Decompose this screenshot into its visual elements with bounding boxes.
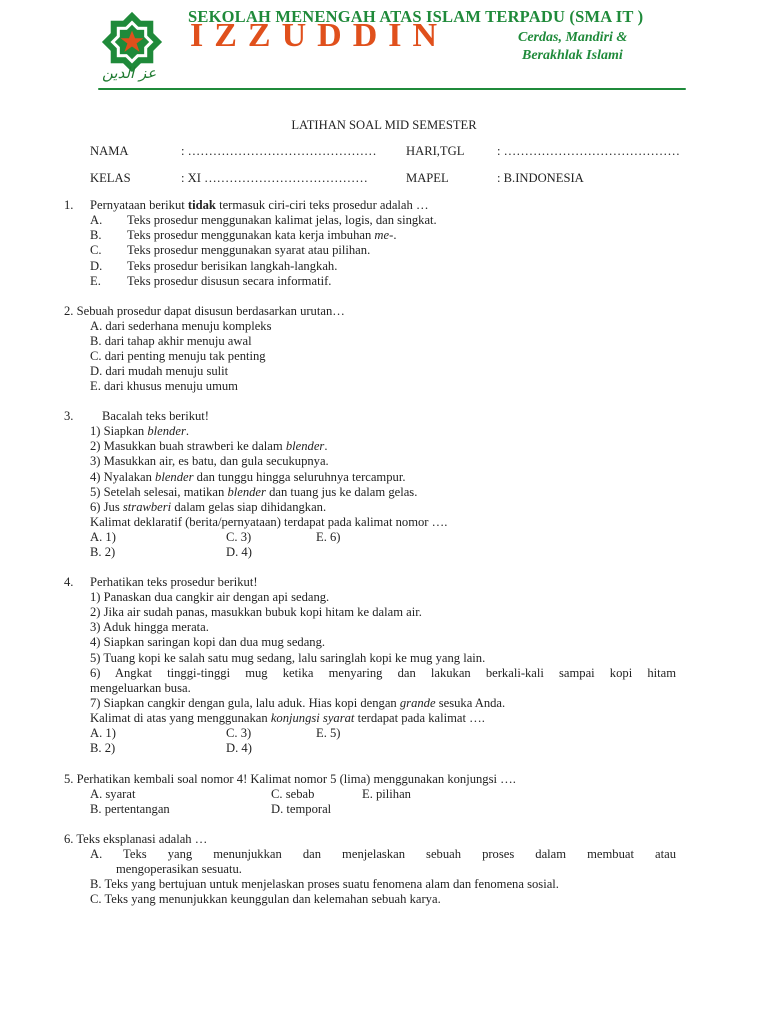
q2-question: 2. Sebuah prosedur dapat disusun berdasarkan urutan… bbox=[64, 304, 345, 318]
q3-option-d: D. 4) bbox=[226, 545, 252, 559]
kelas-label: KELAS bbox=[90, 171, 131, 185]
q3-step-1: 1) Siapkan blender. bbox=[90, 424, 190, 438]
school-name: SEKOLAH MENENGAH ATAS ISLAM TERPADU (SMA IT ) bbox=[188, 7, 644, 26]
q3-option-e: E. 6) bbox=[316, 530, 341, 544]
q1-option-d: Teks prosedur berisikan langkah-langkah. bbox=[127, 259, 338, 273]
q3-number: 3. bbox=[64, 409, 74, 423]
school-motto-line2: Berakhlak Islami bbox=[522, 48, 623, 63]
hari-tgl-field: : …………………………………… bbox=[497, 144, 680, 158]
mapel-label: MAPEL bbox=[406, 171, 449, 185]
q4-step-6-cont: mengeluarkan busa. bbox=[90, 681, 191, 695]
q1-option-e-letter: E. bbox=[90, 274, 101, 288]
q4-option-d: D. 4) bbox=[226, 741, 252, 755]
q4-option-b: B. 2) bbox=[90, 741, 116, 755]
nama-field: : ……………………………………… bbox=[181, 144, 377, 158]
q4-step-2: 2) Jika air sudah panas, masukkan bubuk kopi hitam ke dalam air. bbox=[90, 605, 422, 619]
q1-number: 1. bbox=[64, 198, 74, 212]
q3-step-5: 5) Setelah selesai, matikan blender dan tuang jus ke dalam gelas. bbox=[90, 485, 418, 499]
q5-option-d: D. temporal bbox=[271, 802, 332, 816]
q3-step-2: 2) Masukkan buah strawberi ke dalam blender. bbox=[90, 439, 328, 453]
school-motto-line1: Cerdas, Mandiri & bbox=[518, 30, 628, 45]
q3-step-3: 3) Masukkan air, es batu, dan gula secukupnya. bbox=[90, 454, 329, 468]
q4-prompt: Kalimat di atas yang menggunakan konjungsi syarat terdapat pada kalimat …. bbox=[90, 711, 485, 725]
q1-option-c: Teks prosedur menggunakan syarat atau pilihan. bbox=[127, 243, 371, 257]
q1-option-a-letter: A. bbox=[90, 213, 103, 227]
q1-option-b-letter: B. bbox=[90, 228, 102, 242]
q4-option-e: E. 5) bbox=[316, 726, 341, 740]
school-brand: IZZUDDIN bbox=[190, 17, 449, 54]
q5-option-c: C. sebab bbox=[271, 787, 315, 801]
q3-option-b: B. 2) bbox=[90, 545, 116, 559]
q1-option-a: Teks prosedur menggunakan kalimat jelas, logis, dan singkat. bbox=[127, 213, 437, 227]
q4-step-5: 5) Tuang kopi ke salah satu mug sedang, lalu saringlah kopi ke mug yang lain. bbox=[90, 651, 486, 665]
q2-option-c: C. dari penting menuju tak penting bbox=[90, 349, 266, 363]
q1-option-c-letter: C. bbox=[90, 243, 102, 257]
exam-title: LATIHAN SOAL MID SEMESTER bbox=[291, 118, 477, 132]
q4-step-4: 4) Siapkan saringan kopi dan dua mug sedang. bbox=[90, 635, 326, 649]
q2-option-b: B. dari tahap akhir menuju awal bbox=[90, 334, 252, 348]
q3-option-a: A. 1) bbox=[90, 530, 116, 544]
q5-option-a: A. syarat bbox=[90, 787, 136, 801]
q4-question: Perhatikan teks prosedur berikut! bbox=[90, 575, 258, 589]
q4-step-6: 6) Angkat tinggi-tinggi mug ketika menyaring dan lakukan berkali-kali sampai kopi hitam bbox=[90, 666, 676, 680]
q4-number: 4. bbox=[64, 575, 74, 589]
letterhead-divider bbox=[98, 88, 686, 90]
q5-option-b: B. pertentangan bbox=[90, 802, 170, 816]
q5-question: 5. Perhatikan kembali soal nomor 4! Kalimat nomor 5 (lima) menggunakan konjungsi …. bbox=[64, 772, 516, 786]
q4-option-c: C. 3) bbox=[226, 726, 252, 740]
q4-step-3: 3) Aduk hingga merata. bbox=[90, 620, 209, 634]
q2-option-a: A. dari sederhana menuju kompleks bbox=[90, 319, 272, 333]
q4-option-a: A. 1) bbox=[90, 726, 116, 740]
q6-option-b: B. Teks yang bertujuan untuk menjelaskan proses suatu fenomena alam dan fenomena sosial. bbox=[90, 877, 559, 891]
q6-option-c: C. Teks yang menunjukkan keunggulan dan kelemahan sebuah karya. bbox=[90, 892, 441, 906]
q1-option-e: Teks prosedur disusun secara informatif. bbox=[127, 274, 332, 288]
q4-step-7: 7) Siapkan cangkir dengan gula, lalu aduk. Hias kopi dengan grande sesuka Anda. bbox=[90, 696, 506, 710]
q1-question: Pernyataan berikut tidak termasuk ciri-ciri teks prosedur adalah … bbox=[90, 198, 429, 212]
q1-option-b: Teks prosedur menggunakan kata kerja imbuhan me-. bbox=[127, 228, 397, 242]
hari-tgl-label: HARI,TGL bbox=[406, 144, 465, 158]
q3-prompt: Kalimat deklaratif (berita/pernyataan) terdapat pada kalimat nomor …. bbox=[90, 515, 448, 529]
q6-option-a-cont: mengoperasikan sesuatu. bbox=[116, 862, 242, 876]
mapel-field: : B.INDONESIA bbox=[497, 171, 584, 185]
q3-question: Bacalah teks berikut! bbox=[102, 409, 210, 423]
q2-option-d: D. dari mudah menuju sulit bbox=[90, 364, 229, 378]
q1-option-d-letter: D. bbox=[90, 259, 103, 273]
q2-option-e: E. dari khusus menuju umum bbox=[90, 379, 238, 393]
nama-label: NAMA bbox=[90, 144, 129, 158]
q5-option-e: E. pilihan bbox=[362, 787, 411, 801]
school-arabic-name: عز الدين bbox=[102, 64, 157, 82]
q6-question: 6. Teks eksplanasi adalah … bbox=[64, 832, 208, 846]
q3-step-4: 4) Nyalakan blender dan tunggu hingga seluruhnya tercampur. bbox=[90, 470, 406, 484]
q6-option-a: A. Teks yang menunjukkan dan menjelaskan sebuah proses dalam membuat atau bbox=[90, 847, 676, 861]
letterhead bbox=[88, 0, 688, 100]
kelas-field: : XI ………………………………… bbox=[181, 171, 368, 185]
q3-step-6: 6) Jus strawberi dalam gelas siap dihidangkan. bbox=[90, 500, 327, 514]
q4-step-1: 1) Panaskan dua cangkir air dengan api sedang. bbox=[90, 590, 330, 604]
q3-option-c: C. 3) bbox=[226, 530, 252, 544]
